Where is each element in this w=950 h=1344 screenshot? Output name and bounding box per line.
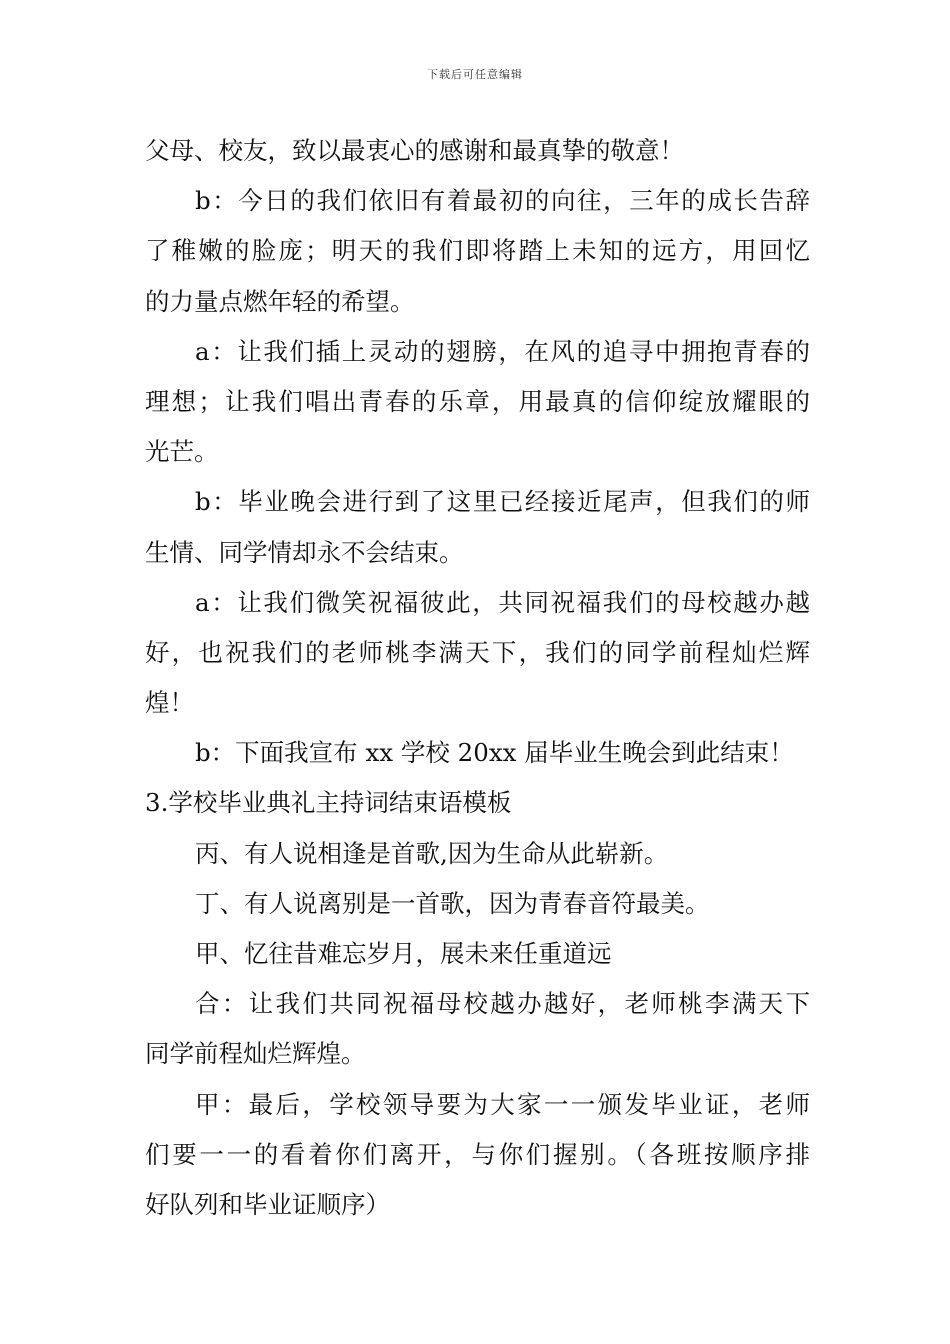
text-line: 丁、有人说离别是一首歌，因为青春音符最美。	[195, 888, 710, 918]
text-line: 甲：最后，学校领导要为大家一一颁发毕业证，老师	[195, 1089, 810, 1119]
text-line: 理想；让我们唱出青春的乐章，用最真的信仰绽放耀眼的	[145, 386, 810, 416]
text-line: 煌！	[145, 688, 194, 718]
text-line: 光芒。	[145, 437, 219, 467]
paragraph	[145, 778, 810, 828]
text-line: 3.学校毕业典礼主持词结束语模板	[145, 788, 512, 818]
paragraph	[145, 829, 810, 879]
paragraph	[145, 126, 810, 176]
text-line: 合：让我们共同祝福母校越办越好，老师桃李满天下	[195, 989, 810, 1019]
paragraph	[145, 1080, 810, 1231]
text-line: a：让我们插上灵动的翅膀，在风的追寻中拥抱青春的	[195, 336, 810, 366]
paragraph	[145, 879, 810, 929]
paragraph	[145, 728, 810, 778]
text-line: b：毕业晚会进行到了这里已经接近尾声，但我们的师	[195, 487, 810, 517]
text-line: 丙、有人说相逢是首歌,因为生命从此崭新。	[195, 838, 669, 868]
paragraph	[145, 979, 810, 1079]
text-line: 同学前程灿烂辉煌。	[145, 1039, 366, 1069]
text-line: 好队列和毕业证顺序）	[145, 1189, 390, 1219]
text-line: 的力量点燃年轻的希望。	[145, 286, 415, 316]
paragraph	[145, 578, 810, 729]
paragraph	[145, 327, 810, 478]
paragraph	[145, 929, 810, 979]
text-line: 好，也祝我们的老师桃李满天下，我们的同学前程灿烂辉	[145, 637, 810, 667]
document-body	[145, 126, 810, 1230]
text-line: 甲、忆往昔难忘岁月，展未来任重道远	[195, 939, 612, 968]
text-line: b：今日的我们依旧有着最初的向往，三年的成长告辞	[195, 186, 810, 216]
text-line: b：下面我宣布 xx 学校 20xx 届毕业生晚会到此结束！	[195, 738, 794, 768]
text-line: 父母、校友，致以最衷心的感谢和最真挚的敬意！	[145, 136, 684, 165]
text-line: a：让我们微笑祝福彼此，共同祝福我们的母校越办越	[195, 587, 810, 617]
paragraph	[145, 477, 810, 577]
text-line: 们要一一的看着你们离开，与你们握别。（各班按顺序排	[145, 1139, 810, 1169]
page-header-note: 下载后可任意编辑	[427, 68, 523, 81]
text-line: 了稚嫩的脸庞；明天的我们即将踏上未知的远方，用回忆	[145, 236, 810, 266]
text-line: 生情、同学情却永不会结束。	[145, 537, 464, 567]
paragraph	[145, 176, 810, 327]
